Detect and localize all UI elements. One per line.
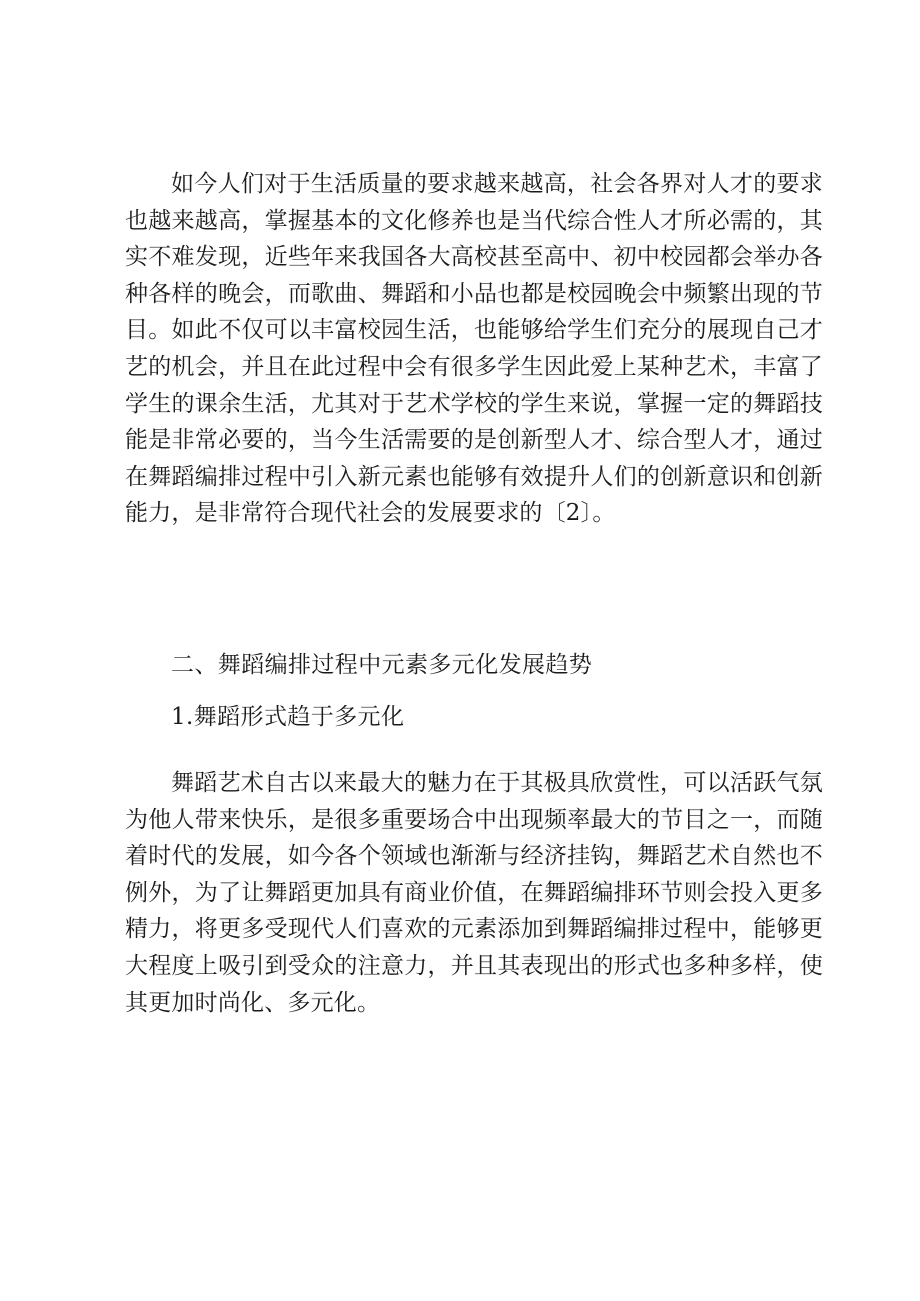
subsection-heading: 1.舞蹈形式趋于多元化 — [171, 704, 405, 730]
section-heading: 二、舞蹈编排过程中元素多元化发展趋势 — [171, 652, 593, 678]
body-paragraph-dance-forms: 舞蹈艺术自古以来最大的魅力在于其极具欣赏性，可以活跃气氛为他人带来快乐，是很多重要场合中出现频率最大的节目之一，而随着时代的发展，如今各个领域也渐渐与经济挂钩，舞蹈艺术自然也不例外，为了让舞蹈更加具有商业价值，在舞蹈编排环节则会投入更多精力，将更多受现代人们喜欢的元素添加到舞蹈编排过程中，能够更大程度上吸引到受众的注意力，并且其表现出的形式也多种多样，使其更加时尚化、多元化。 — [125, 770, 823, 1016]
body-paragraph-intro: 如今人们对于生活质量的要求越来越高，社会各界对人才的要求也越来越高，掌握基本的文化修养也是当代综合性人才所必需的，其实不难发现，近些年来我国各大高校甚至高中、初中校园都会举办各种各样的晚会，而歌曲、舞蹈和小品也都是校园晚会中频繁出现的节目。如此不仅可以丰富校园生活，也能够给学生们充分的展现自己才艺的机会，并且在此过程中会有很多学生因此爱上某种艺术，丰富了学生的课余生活，尤其对于艺术学校的学生来说，掌握一定的舞蹈技能是非常必要的，当今生活需要的是创新型人才、综合型人才，通过在舞蹈编排过程中引入新元素也能够有效提升人们的创新意识和创新能力，是非常符合现代社会的发展要求的〔2〕。 — [125, 171, 823, 527]
